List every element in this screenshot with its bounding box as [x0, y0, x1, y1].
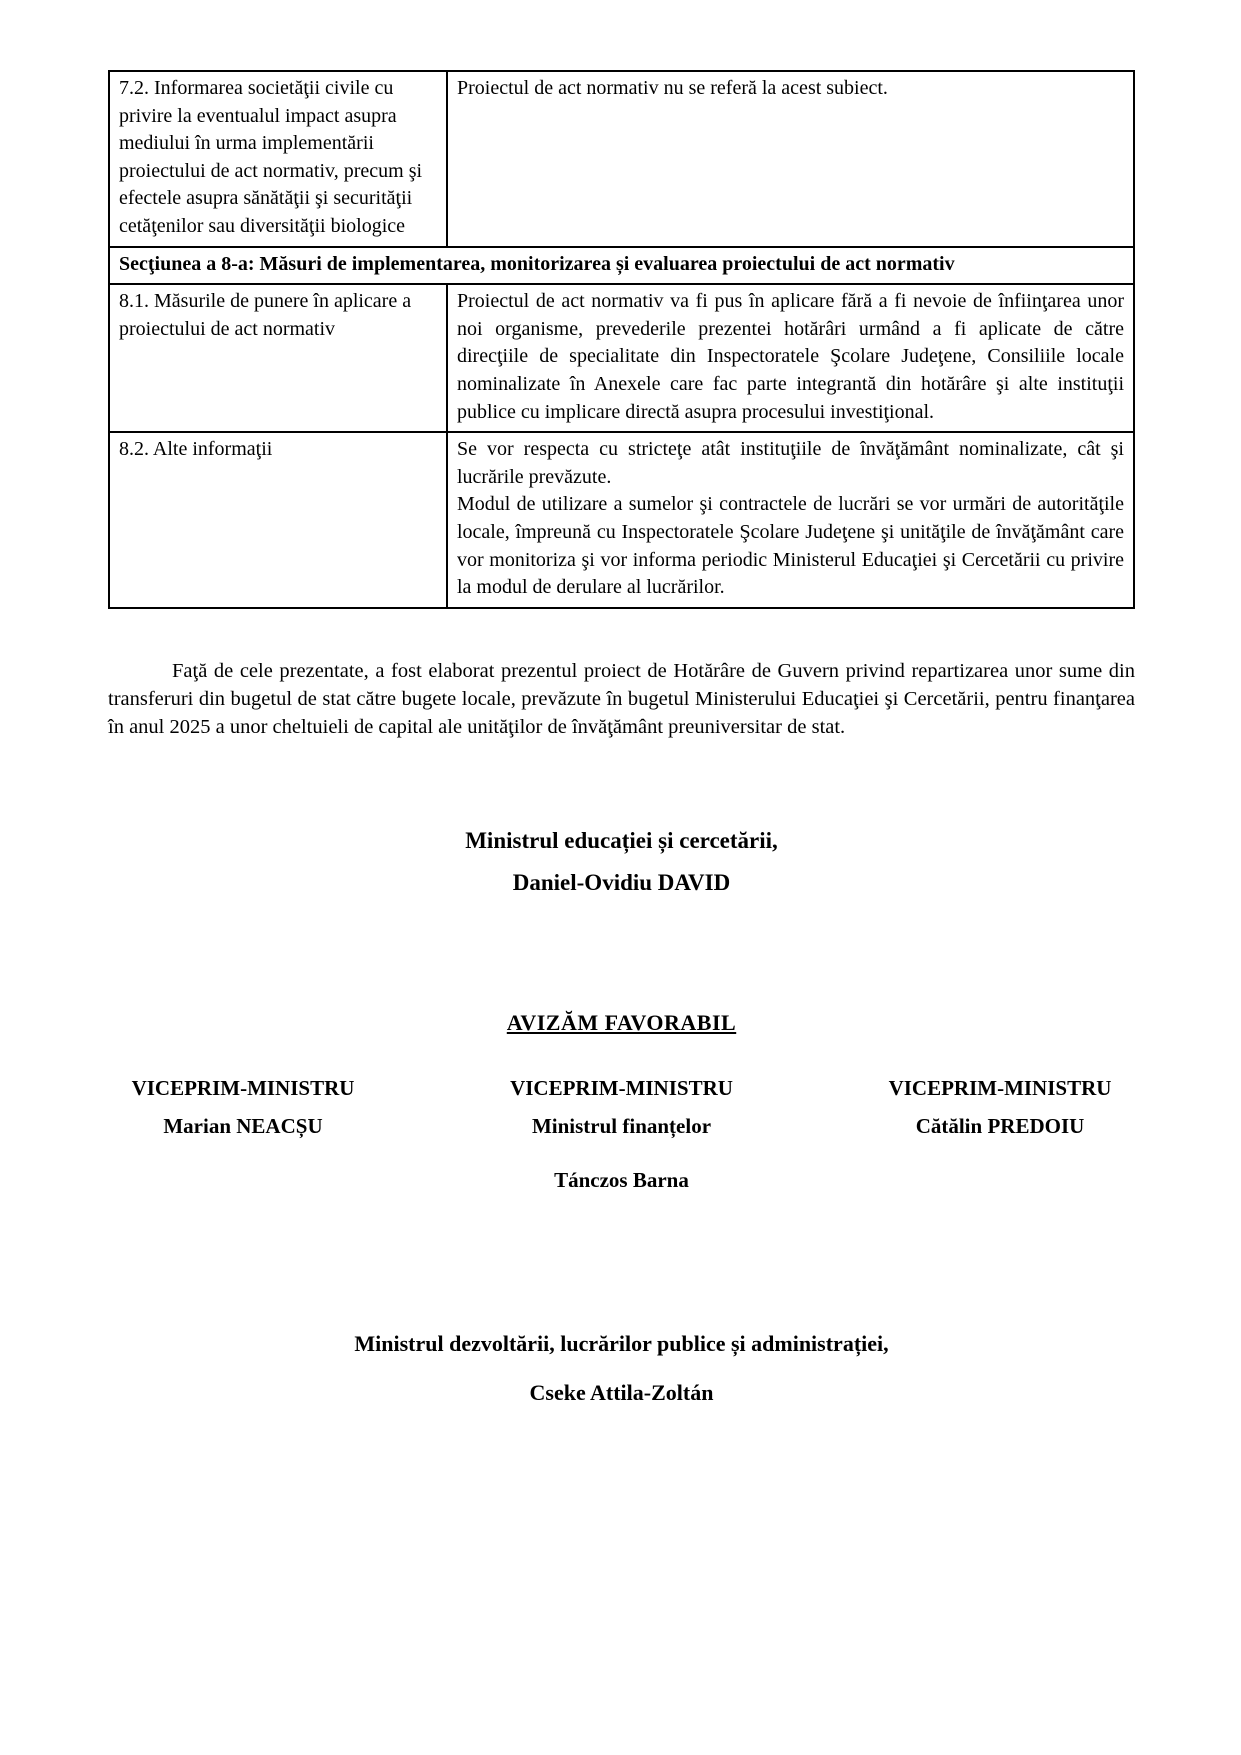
row-8-2-paragraph-1: Se vor respecta cu stricteţe atât instituţiile de învăţământ nominalizate, cât şi lucrările prevăzute.: [457, 438, 1124, 488]
signatory-3-name: Cătălin PREDOIU: [915, 1113, 1085, 1138]
signatory-column-3: [865, 1074, 1135, 1194]
section-8-heading: Secţiunea a 8-a: Măsuri de implementarea, monitorizarea și evaluarea proiectului de act normativ: [109, 247, 1134, 285]
signatory-2-title: VICEPRIM-MINISTRU: [510, 1075, 733, 1100]
table-row-7-2: [109, 71, 1134, 247]
approval-heading: AVIZĂM FAVORABIL: [506, 1009, 737, 1035]
minister-education-name: Daniel-Ovidiu DAVID: [512, 869, 731, 895]
signatory-3-title: VICEPRIM-MINISTRU: [888, 1075, 1112, 1100]
table-row-section-8: [109, 247, 1134, 285]
row-8-2-paragraph-2: Modul de utilizare a sumelor şi contractele de lucrări se vor urmări de autorităţile locale, împreună cu Inspectoratele Şcolare Judeţene şi unităţile de învăţământ care vor monitoriza şi vor informa periodic Ministerul Educaţiei şi Cercetării cu privire la modul de derulare al lucrărilor.: [457, 493, 1124, 599]
closing-paragraph: Faţă de cele prezentate, a fost elaborat prezentul proiect de Hotărâre de Guvern privind repartizarea unor sume din transferuri din bugetul de stat către bugete locale, prevăzute în bugetul Ministerului Educaţiei şi Cercetării, pentru finanţarea în anul 2025 a unor cheltuieli de capital ale unităţilor de învăţământ preuniversitar de stat.: [108, 659, 1135, 739]
row-7-2-label: 7.2. Informarea societăţii civile cu privire la eventualul impact asupra mediului în urma implementării proiectului de act normativ, precum şi efectele asupra sănătăţii şi securităţii cetăţenilor sau diversităţii biologice: [109, 71, 447, 247]
signatory-2-name: Tánczos Barna: [554, 1167, 689, 1192]
signatory-column-1: [108, 1074, 378, 1194]
table-row-8-1: [109, 284, 1134, 432]
minister-development-block: [108, 1330, 1135, 1407]
signatory-1-title: VICEPRIM-MINISTRU: [131, 1075, 355, 1100]
approval-heading-block: [108, 1010, 1135, 1036]
row-7-2-value: Proiectul de act normativ nu se referă la acest subiect.: [447, 71, 1134, 247]
minister-education-block: [108, 820, 1135, 904]
minister-development-name: Cseke Attila-Zoltán: [529, 1379, 714, 1405]
row-8-2-value: [447, 432, 1134, 608]
minister-development-title: Ministrul dezvoltării, lucrărilor publice și administrației,: [354, 1330, 889, 1356]
signatory-column-2: [487, 1074, 757, 1194]
table-row-8-2: [109, 432, 1134, 608]
signatory-1-name: Marian NEACȘU: [163, 1113, 323, 1138]
row-8-2-label: 8.2. Alte informaţii: [109, 432, 447, 608]
minister-education-title: Ministrul educației și cercetării,: [465, 827, 778, 853]
row-8-1-label: 8.1. Măsurile de punere în aplicare a proiectului de act normativ: [109, 284, 447, 432]
normative-act-table: [108, 70, 1135, 609]
signatory-2-subtitle: Ministrul finanțelor: [531, 1113, 712, 1138]
row-8-1-value: Proiectul de act normativ va fi pus în aplicare fără a fi nevoie de înfiinţarea unor noi organisme, prevederile prezentei hotărâri urmând a fi aplicate de către direcţiile de specialitate din Inspectoratele Şcolare Judeţene, Consiliile locale nominalizate în Anexele care fac parte integrantă din hotărâre şi alte instituţii publice cu implicare directă asupra procesului investiţional.: [447, 284, 1134, 432]
signatures-row: [108, 1074, 1135, 1194]
